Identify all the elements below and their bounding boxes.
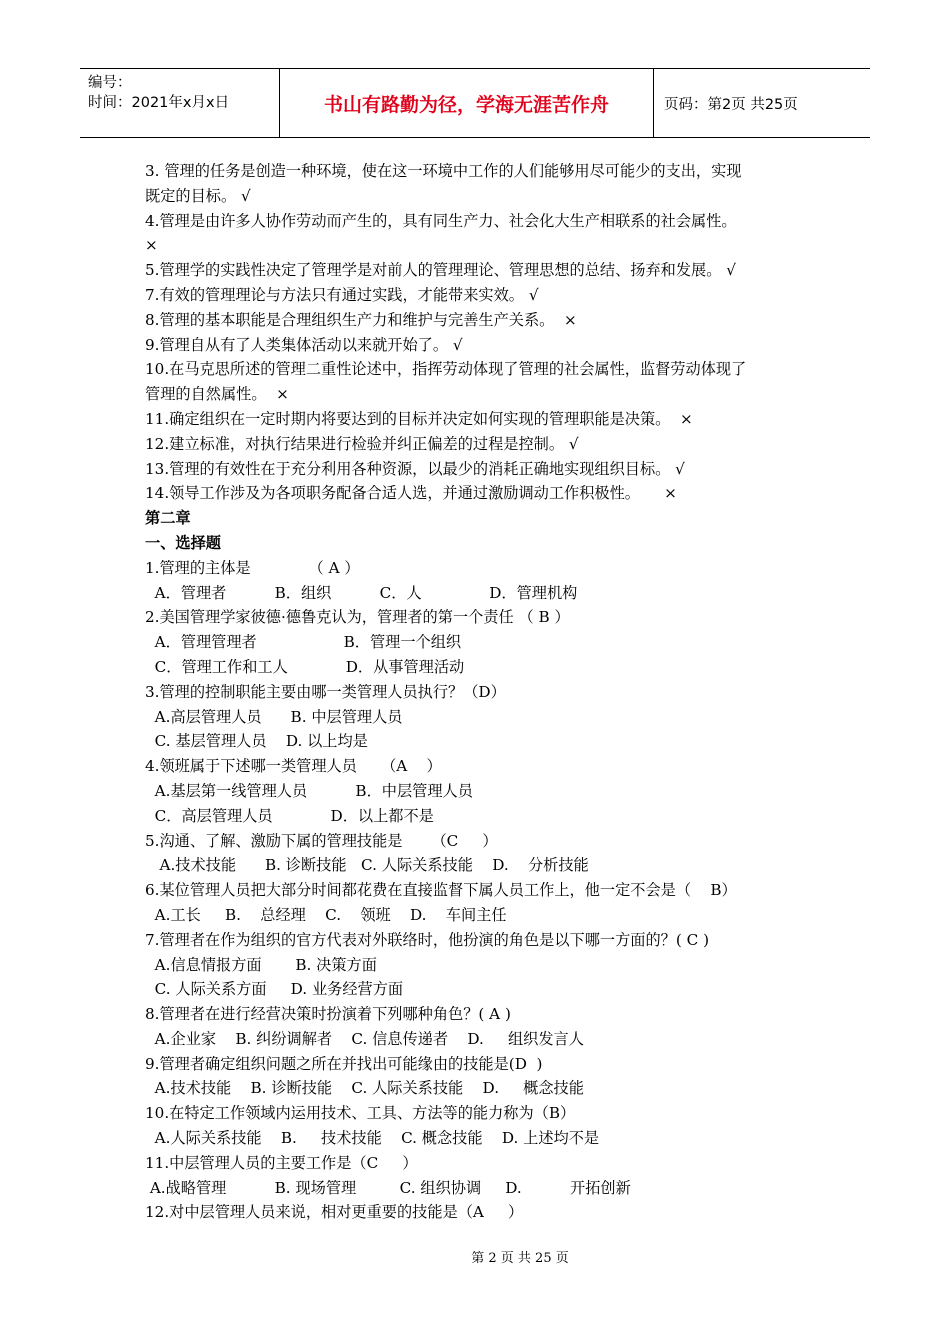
text-line: A．管理管理者 B．管理一个组织 <box>145 633 462 652</box>
text-line: 7.有效的管理理论与方法只有通过实践，才能带来实效。 √ <box>145 285 539 304</box>
text-line: 8.管理的基本职能是合理组织生产力和维护与完善生产关系。 × <box>145 310 577 329</box>
section-heading: 第二章 <box>145 509 191 528</box>
text-line: 3.管理的控制职能主要由哪一类管理人员执行？（D） <box>145 682 506 701</box>
text-line: 8.管理者在进行经营决策时扮演着下列哪种角色？( A ) <box>145 1005 511 1024</box>
text-line: × <box>145 236 158 255</box>
text-line: C. 人际关系方面 D. 业务经营方面 <box>145 980 404 999</box>
header-motto: 书山有路勤为径，学海无涯苦作舟 <box>280 69 654 137</box>
text-line: 12.建立标准，对执行结果进行检验并纠正偏差的过程是控制。 √ <box>145 434 579 453</box>
text-line: 4.管理是由许多人协作劳动而产生的，具有同生产力、社会化大生产相联系的社会属性。 <box>145 211 737 230</box>
header-date: 时间：2021年x月x日 <box>88 95 230 111</box>
text-line: A.信息情报方面 B. 决策方面 <box>145 955 377 974</box>
text-line: 7.管理者在作为组织的官方代表对外联络时，他扮演的角色是以下哪一方面的？( C ) <box>145 930 709 949</box>
section-heading: 一、选择题 <box>145 533 221 552</box>
text-line: A．管理者 B．组织 C．人 D．管理机构 <box>145 583 578 602</box>
text-line: 13.管理的有效性在于充分利用各种资源，以最少的消耗正确地实现组织目标。 √ <box>145 459 685 478</box>
text-line: 11.确定组织在一定时期内将要达到的目标并决定如何实现的管理职能是决策。 × <box>145 409 693 428</box>
text-line: 10.在马克思所述的管理二重性论述中，指挥劳动体现了管理的社会属性，监督劳动体现了 <box>145 360 747 379</box>
header-number-label: 编号： <box>88 75 132 91</box>
text-line: A.技术技能 B. 诊断技能 C. 人际关系技能 D. 概念技能 <box>145 1079 584 1098</box>
text-line: 10.在特定工作领域内运用技术、工具、方法等的能力称为（B） <box>145 1104 576 1123</box>
text-line: 管理的自然属性。 × <box>145 385 289 404</box>
text-line: A.战略管理 B. 现场管理 C. 组织协调 D. 开拓创新 <box>145 1178 631 1197</box>
text-line: 5.管理学的实践性决定了管理学是对前人的管理理论、管理思想的总结、扬弃和发展。 √ <box>145 261 736 280</box>
page-header <box>80 68 870 138</box>
text-line: 5.沟通、了解、激励下属的管理技能是 （C ） <box>145 831 498 850</box>
text-line: C．管理工作和工人 D．从事管理活动 <box>145 657 465 676</box>
text-line: A.高层管理人员 B. 中层管理人员 <box>145 707 403 726</box>
text-line: C．高层管理人员 D．以上都不是 <box>145 806 434 825</box>
text-line: 12.对中层管理人员来说，相对更重要的技能是（A ） <box>145 1203 524 1222</box>
text-line: 1.管理的主体是 （ A ） <box>145 558 360 577</box>
page-footer: 第 2 页 共 25 页 <box>471 1251 569 1266</box>
text-line: 11.中层管理人员的主要工作是（C ） <box>145 1153 418 1172</box>
text-line: A.人际关系技能 B. 技术技能 C. 概念技能 D. 上述均不是 <box>145 1129 600 1148</box>
text-line: C. 基层管理人员 D. 以上均是 <box>145 732 368 751</box>
document-body <box>145 159 815 1225</box>
text-line: A.工长 B. 总经理 C. 领班 D. 车间主任 <box>145 905 507 924</box>
text-line: 既定的目标。 √ <box>145 186 251 205</box>
text-line: A.企业家 B. 纠纷调解者 C. 信息传递者 D. 组织发言人 <box>145 1029 584 1048</box>
text-line: 14.领导工作涉及为各项职务配备合适人选，并通过激励调动工作积极性。 × <box>145 484 677 503</box>
text-line: A.基层第一线管理人员 B．中层管理人员 <box>145 781 473 800</box>
text-line: A.技术技能 B. 诊断技能 C. 人际关系技能 D. 分析技能 <box>145 856 589 875</box>
text-line: 6.某位管理人员把大部分时间都花费在直接监督下属人员工作上，他一定不会是（ B） <box>145 881 737 900</box>
text-line: 3. 管理的任务是创造一种环境，使在这一环境中工作的人们能够用尽可能少的支出，实现 <box>145 162 742 180</box>
header-info <box>80 69 280 137</box>
text-line: 2.美国管理学家彼德·德鲁克认为，管理者的第一个责任 （ B ） <box>145 608 570 627</box>
header-page-label: 页码：第2页 共25页 <box>664 96 798 113</box>
text-line: 9.管理自从有了人类集体活动以来就开始了。 √ <box>145 335 463 354</box>
text-line: 4.领班属于下述哪一类管理人员 （A ） <box>145 757 442 776</box>
text-line: 9.管理者确定组织问题之所在并找出可能缘由的技能是(D ) <box>145 1054 543 1073</box>
